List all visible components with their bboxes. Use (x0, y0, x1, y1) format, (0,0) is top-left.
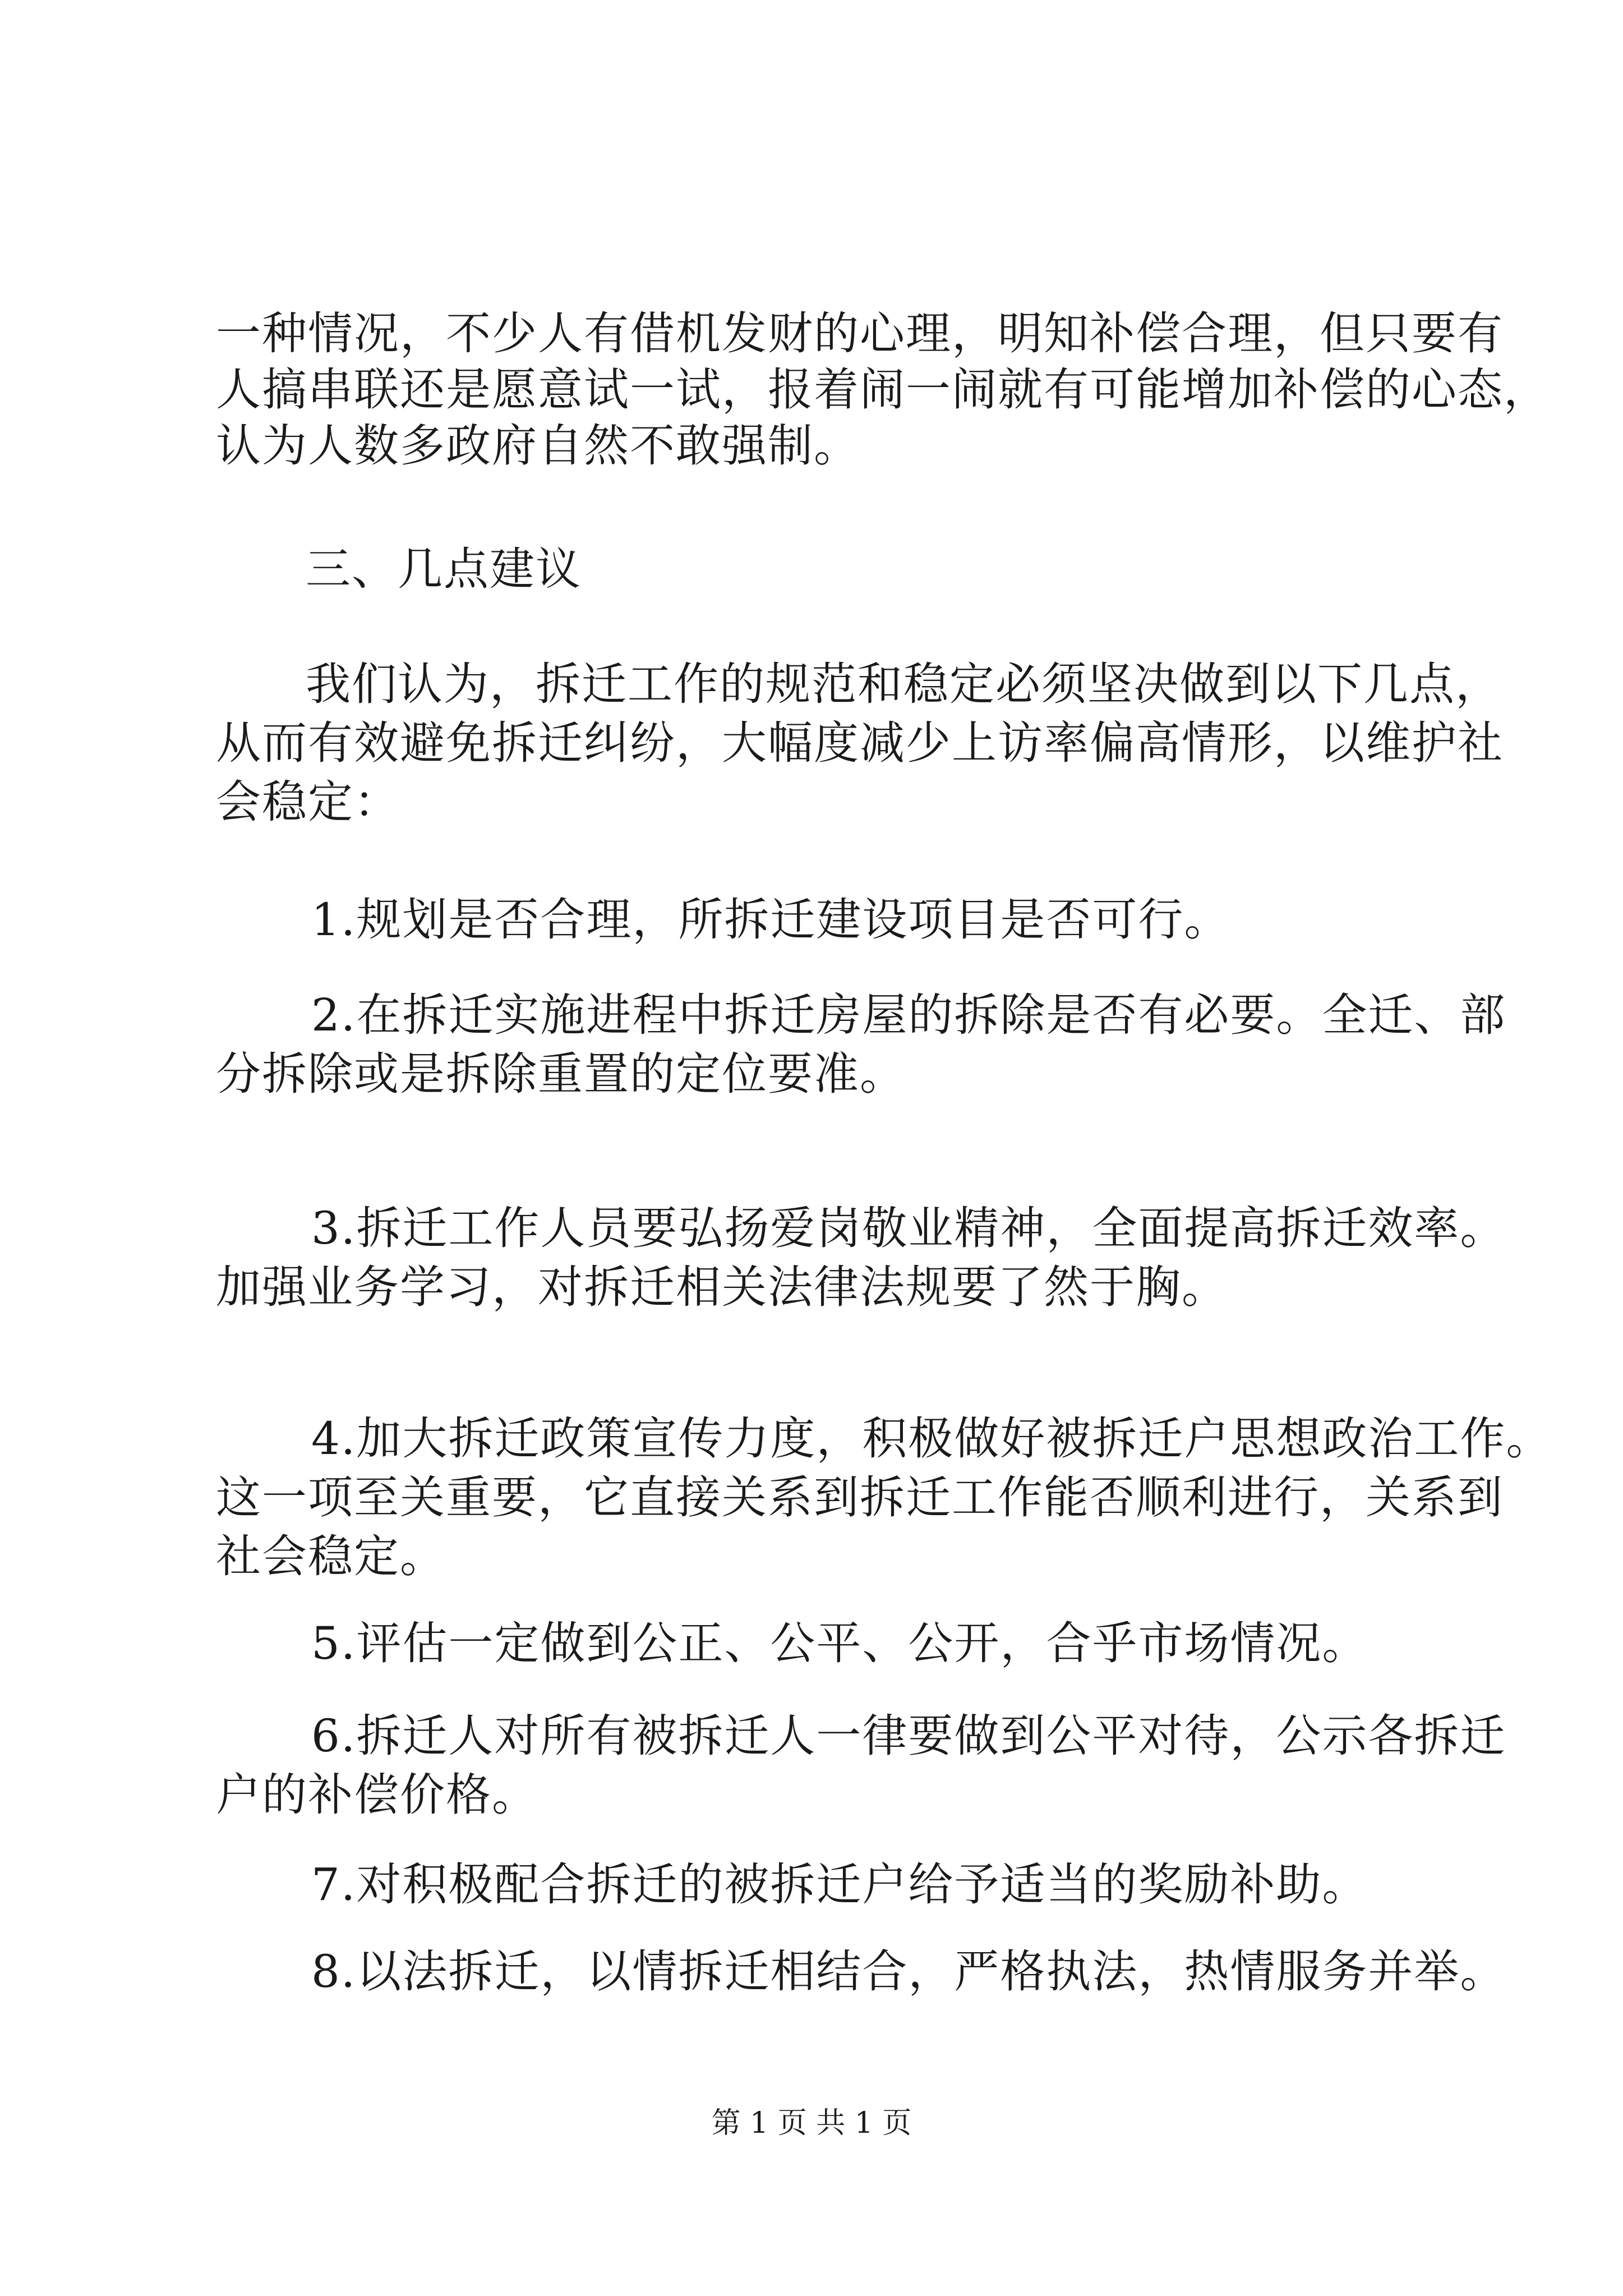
body-line-7: 会稳定： (216, 776, 400, 828)
body-line-6: 从而有效避免拆迁纠纷，大幅度减少上访率偏高情形，以维护社 (216, 717, 1504, 769)
list-item-3: 3.拆迁工作人员要弘扬爱岗敬业精神，全面提高拆迁效率。 (311, 1202, 1506, 1254)
body-line-3: 认为人数多政府自然不敢强制。 (216, 420, 860, 472)
body-line-2: 人搞串联还是愿意试一试，报着闹一闹就有可能增加补偿的心态， (216, 364, 1550, 416)
list-item-6-cont: 户的补偿价格。 (216, 1769, 538, 1821)
list-item-6: 6.拆迁人对所有被拆迁人一律要做到公平对待，公示各拆迁 (311, 1710, 1506, 1762)
list-item-2-cont: 分拆除或是拆除重置的定位要准。 (216, 1048, 906, 1100)
list-item-7: 7.对积极配合拆迁的被拆迁户给予适当的奖励补助。 (311, 1858, 1368, 1911)
list-item-2: 2.在拆迁实施进程中拆迁房屋的拆除是否有必要。全迁、部 (311, 989, 1506, 1041)
list-item-4-cont-1: 这一项至关重要，它直接关系到拆迁工作能否顺利进行，关系到 (216, 1471, 1504, 1524)
body-line-5: 我们认为，拆迁工作的规范和稳定必须坚决做到以下几点， (306, 658, 1501, 710)
list-item-4-cont-2: 社会稳定。 (216, 1530, 446, 1582)
page-footer: 第 1 页 共 1 页 (711, 2106, 912, 2140)
list-item-4: 4.加大拆迁政策宣传力度，积极做好被拆迁户思想政治工作。 (311, 1412, 1552, 1465)
list-item-8: 8.以法拆迁，以情拆迁相结合，严格执法，热情服务并举。 (311, 1945, 1506, 1998)
list-item-3-cont: 加强业务学习，对拆迁相关法律法规要了然于胸。 (216, 1261, 1228, 1313)
list-item-5: 5.评估一定做到公正、公平、公开，合乎市场情况。 (311, 1617, 1368, 1669)
list-item-1: 1.规划是否合理，所拆迁建设项目是否可行。 (311, 894, 1230, 946)
body-line-1: 一种情况，不少人有借机发财的心理，明知补偿合理，但只要有 (216, 307, 1504, 360)
section-heading: 三、几点建议 (306, 543, 582, 595)
